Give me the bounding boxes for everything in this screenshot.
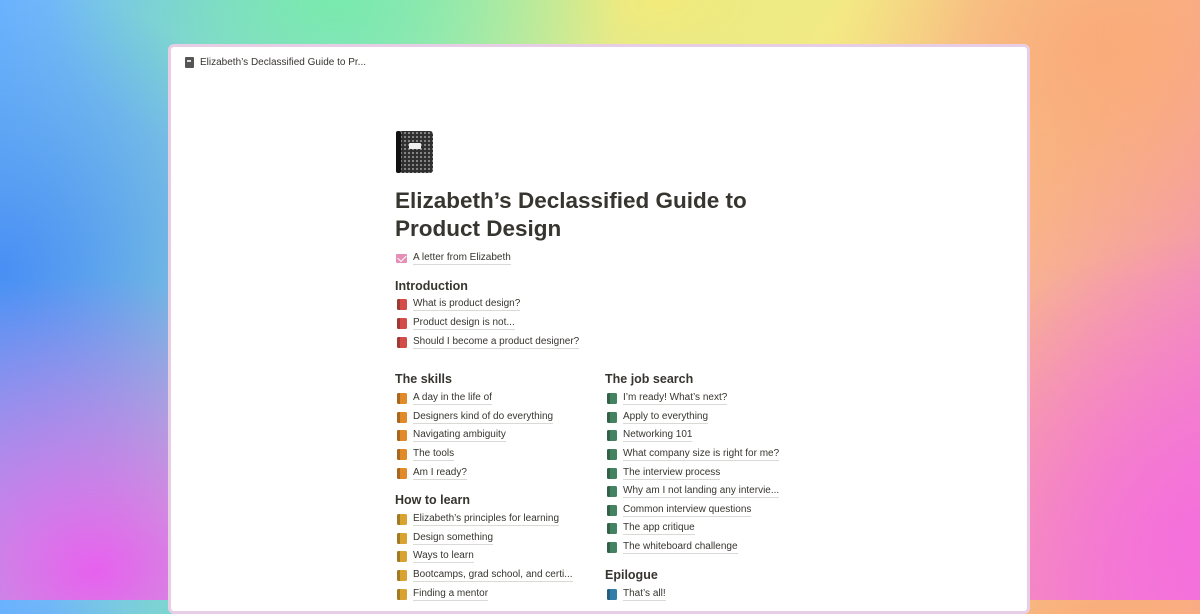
book-icon — [607, 523, 617, 534]
book-icon — [607, 589, 617, 600]
book-icon — [397, 430, 407, 441]
book-icon — [397, 533, 407, 544]
envelope-icon — [396, 254, 407, 263]
book-icon — [397, 299, 407, 310]
link-label: Apply to everything — [623, 410, 709, 422]
column-left — [395, 359, 605, 603]
link-learn-2[interactable] — [395, 529, 605, 548]
composition-notebook-icon[interactable] — [399, 131, 433, 173]
book-icon — [607, 468, 617, 479]
link-label: The whiteboard challenge — [623, 540, 738, 552]
link-skills-1[interactable] — [395, 389, 605, 408]
book-icon — [397, 570, 407, 581]
page-title — [395, 187, 815, 243]
browser-window — [168, 44, 1030, 614]
link-learn-4[interactable] — [395, 566, 605, 585]
link-skills-2[interactable] — [395, 408, 605, 427]
section-heading-epilogue: Epilogue — [605, 567, 658, 582]
link-label: What company size is right for me? — [623, 447, 780, 459]
link-job-5[interactable] — [605, 464, 815, 483]
page-title-line-2: Product Design — [395, 216, 562, 241]
link-label: Am I ready? — [413, 466, 467, 478]
book-icon — [397, 468, 407, 479]
link-label: Finding a mentor — [413, 587, 489, 599]
link-intro-2[interactable] — [395, 314, 815, 333]
link-label: Should I become a product designer? — [413, 335, 580, 347]
section-heading-introduction: Introduction — [395, 278, 468, 293]
link-learn-3[interactable] — [395, 548, 605, 567]
link-label: A day in the life of — [413, 392, 492, 404]
book-icon — [607, 542, 617, 553]
book-icon — [397, 412, 407, 423]
book-icon — [607, 412, 617, 423]
link-job-8[interactable] — [605, 520, 815, 539]
link-label: What is product design? — [413, 298, 521, 310]
link-label: Navigating ambiguity — [413, 429, 506, 441]
link-job-7[interactable] — [605, 501, 815, 520]
link-job-4[interactable] — [605, 445, 815, 464]
book-icon — [607, 505, 617, 516]
link-label: Why am I not landing any intervie... — [623, 485, 780, 497]
tab-bar — [171, 47, 1027, 77]
link-job-6[interactable] — [605, 482, 815, 501]
page-content — [395, 131, 815, 603]
link-label: The interview process — [623, 466, 721, 478]
tab-title[interactable]: Elizabeth’s Declassified Guide to Pr... — [200, 56, 367, 68]
link-label: Elizabeth’s principles for learning — [413, 513, 560, 525]
book-icon — [607, 393, 617, 404]
link-label: Common interview questions — [623, 503, 752, 515]
link-learn-5[interactable] — [395, 585, 605, 604]
book-icon — [397, 589, 407, 600]
link-label: That’s all! — [623, 587, 666, 599]
section-heading-learn: How to learn — [395, 493, 471, 508]
link-job-2[interactable] — [605, 408, 815, 427]
book-icon — [607, 486, 617, 497]
book-icon — [607, 449, 617, 460]
link-skills-3[interactable] — [395, 427, 605, 446]
link-label: Bootcamps, grad school, and certi... — [413, 568, 573, 580]
page-title-line-1: Elizabeth’s Declassified Guide to — [395, 188, 747, 213]
link-learn-1[interactable] — [395, 510, 605, 529]
link-label: A letter from Elizabeth — [413, 251, 511, 263]
link-label: Ways to learn — [413, 550, 474, 562]
link-label: Networking 101 — [623, 429, 693, 441]
book-icon — [397, 318, 407, 329]
book-icon — [397, 449, 407, 460]
link-label: I’m ready! What’s next? — [623, 392, 728, 404]
book-icon — [397, 551, 407, 562]
link-label: Product design is not... — [413, 316, 515, 328]
link-job-1[interactable] — [605, 389, 815, 408]
section-heading-job-search: The job search — [605, 372, 694, 387]
book-icon — [397, 514, 407, 525]
section-heading-skills: The skills — [395, 372, 452, 387]
link-intro-1[interactable] — [395, 296, 815, 315]
link-intro-3[interactable] — [395, 333, 815, 352]
link-label: Design something — [413, 531, 494, 543]
link-job-9[interactable] — [605, 538, 815, 557]
book-icon — [607, 430, 617, 441]
link-letter[interactable] — [395, 249, 815, 268]
column-right — [605, 359, 815, 603]
link-job-3[interactable] — [605, 427, 815, 446]
two-column-layout — [395, 359, 815, 603]
link-skills-5[interactable] — [395, 464, 605, 483]
notebook-icon — [185, 57, 194, 68]
book-icon — [397, 393, 407, 404]
link-epilogue-1[interactable] — [605, 585, 815, 604]
link-label: The app critique — [623, 522, 695, 534]
link-label: The tools — [413, 447, 455, 459]
book-icon — [397, 337, 407, 348]
link-label: Designers kind of do everything — [413, 410, 554, 422]
link-skills-4[interactable] — [395, 445, 605, 464]
